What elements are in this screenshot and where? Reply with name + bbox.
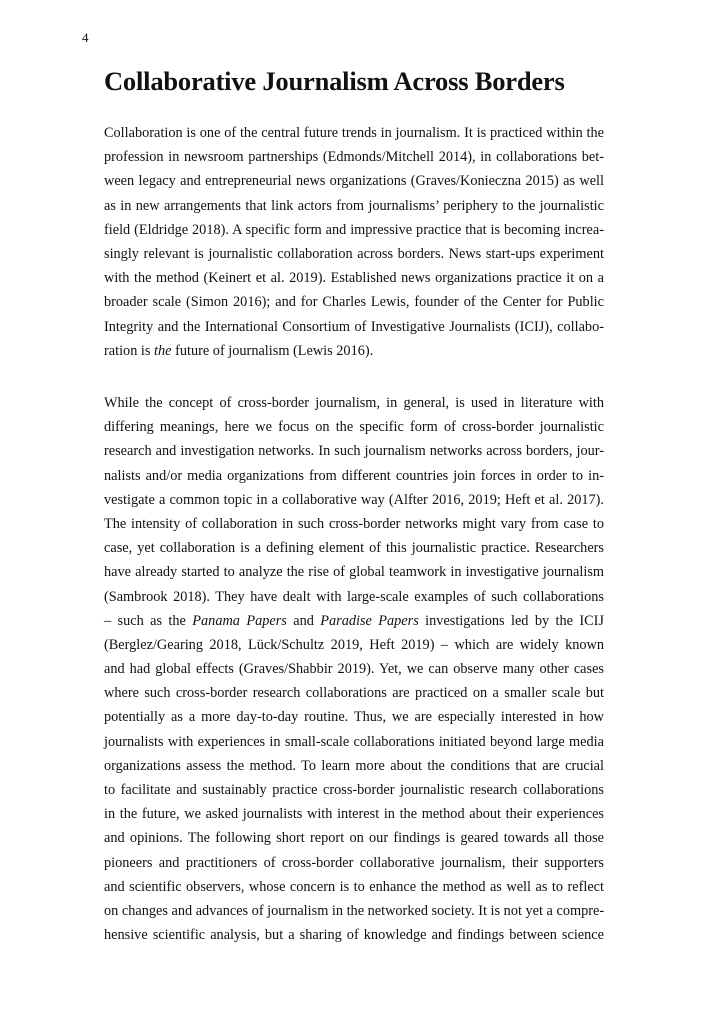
text-line: hensive scientific analysis, but a sharing of knowledge and findings between science [104, 927, 604, 944]
text-line: profession in newsroom partnerships (Edmonds/Mitchell 2014), in collaborations bet- [104, 149, 604, 166]
text-line: organizations assess the method. To learn more about the conditions that are crucial [104, 757, 604, 774]
text-line: on changes and advances of journalism in the networked society. It is not yet a compre- [104, 902, 605, 919]
text-line: Integrity and the International Consortium of Investigative Journalists (ICIJ), collabo- [104, 318, 604, 335]
page-number: 4 [82, 30, 89, 45]
text-line: ween legacy and entrepreneurial news organizations (Graves/Konieczna 2015) as well [104, 173, 604, 190]
text-line: journalists with experiences in small-scale collaborations initiated beyond large media [104, 733, 604, 750]
text-line: Collaboration is one of the central future trends in journalism. It is practiced within the [104, 125, 604, 141]
text-line: broader scale (Simon 2016); and for Charles Lewis, founder of the Center for Public [104, 294, 604, 311]
text-line: nalists and/or media organizations from different countries join forces in order to in- [104, 467, 604, 484]
text-line: field (Eldridge 2018). A specific form and impressive practice that is becoming increa- [104, 221, 604, 238]
text-line: and scientific observers, whose concern is to enhance the method as well as to reflect [104, 878, 604, 895]
text-line: pioneers and practitioners of cross-border collaborative journalism, their supporters [104, 854, 604, 871]
paragraph [104, 391, 604, 947]
text-line: to facilitate and sustainably practice cross-border journalistic research collaborations [104, 782, 604, 798]
text-line: differing meanings, here we focus on the specific form of cross-border journalistic [104, 419, 604, 436]
text-line: potentially as a more day-to-day routine. Thus, we are especially interested in how [104, 709, 604, 726]
text-line: While the concept of cross-border journalism, in general, is used in literature with [104, 395, 604, 411]
emphasis: Panama Papers [192, 612, 287, 629]
text-line: with the method (Keinert et al. 2019). Established news organizations practice it on a [104, 270, 604, 287]
text-line: and had global effects (Graves/Shabbir 2019). Yet, we can observe many other cases [104, 661, 604, 678]
text-line: where such cross-border research collaborations are practiced on a smaller scale but [104, 685, 604, 702]
text-line: have already started to analyze the rise of global teamwork in investigative journalism [104, 564, 604, 581]
emphasis: the [154, 342, 172, 359]
text-line: case, yet collaboration is a defining element of this journalistic practice. Researchers [104, 540, 604, 557]
text-line: and opinions. The following short report on our findings is geared towards all those [104, 830, 604, 847]
text-line: (Berglez/Gearing 2018, Lück/Schultz 2019, Heft 2019) – which are widely known [104, 636, 604, 653]
emphasis: Paradise Papers [320, 612, 419, 629]
page-title: Collaborative Journalism Across Borders [104, 66, 565, 96]
text-line: as in new arrangements that link actors from journalisms’ periphery to the journalistic [104, 197, 604, 214]
text-line: research and investigation networks. In such journalism networks across borders, jour- [104, 443, 604, 460]
paragraph [104, 121, 604, 363]
text-line: vestigate a common topic in a collaborative way (Alfter 2016, 2019; Heft et al. 2017). [104, 491, 604, 508]
text-line: singly relevant is journalistic collaboration across borders. News start-ups experiment [104, 245, 604, 262]
text-line: (Sambrook 2018). They have dealt with large-scale examples of such collaborations [104, 588, 604, 605]
text-line: The intensity of collaboration in such cross-border networks might vary from case to [104, 515, 604, 532]
text-line: ration is the future of journalism (Lewis 2016). [104, 342, 374, 359]
text-line: – such as the Panama Papers and Paradise Papers investigations led by the ICIJ [104, 612, 604, 629]
text-line: in the future, we asked journalists with interest in the method about their experiences [104, 806, 604, 823]
